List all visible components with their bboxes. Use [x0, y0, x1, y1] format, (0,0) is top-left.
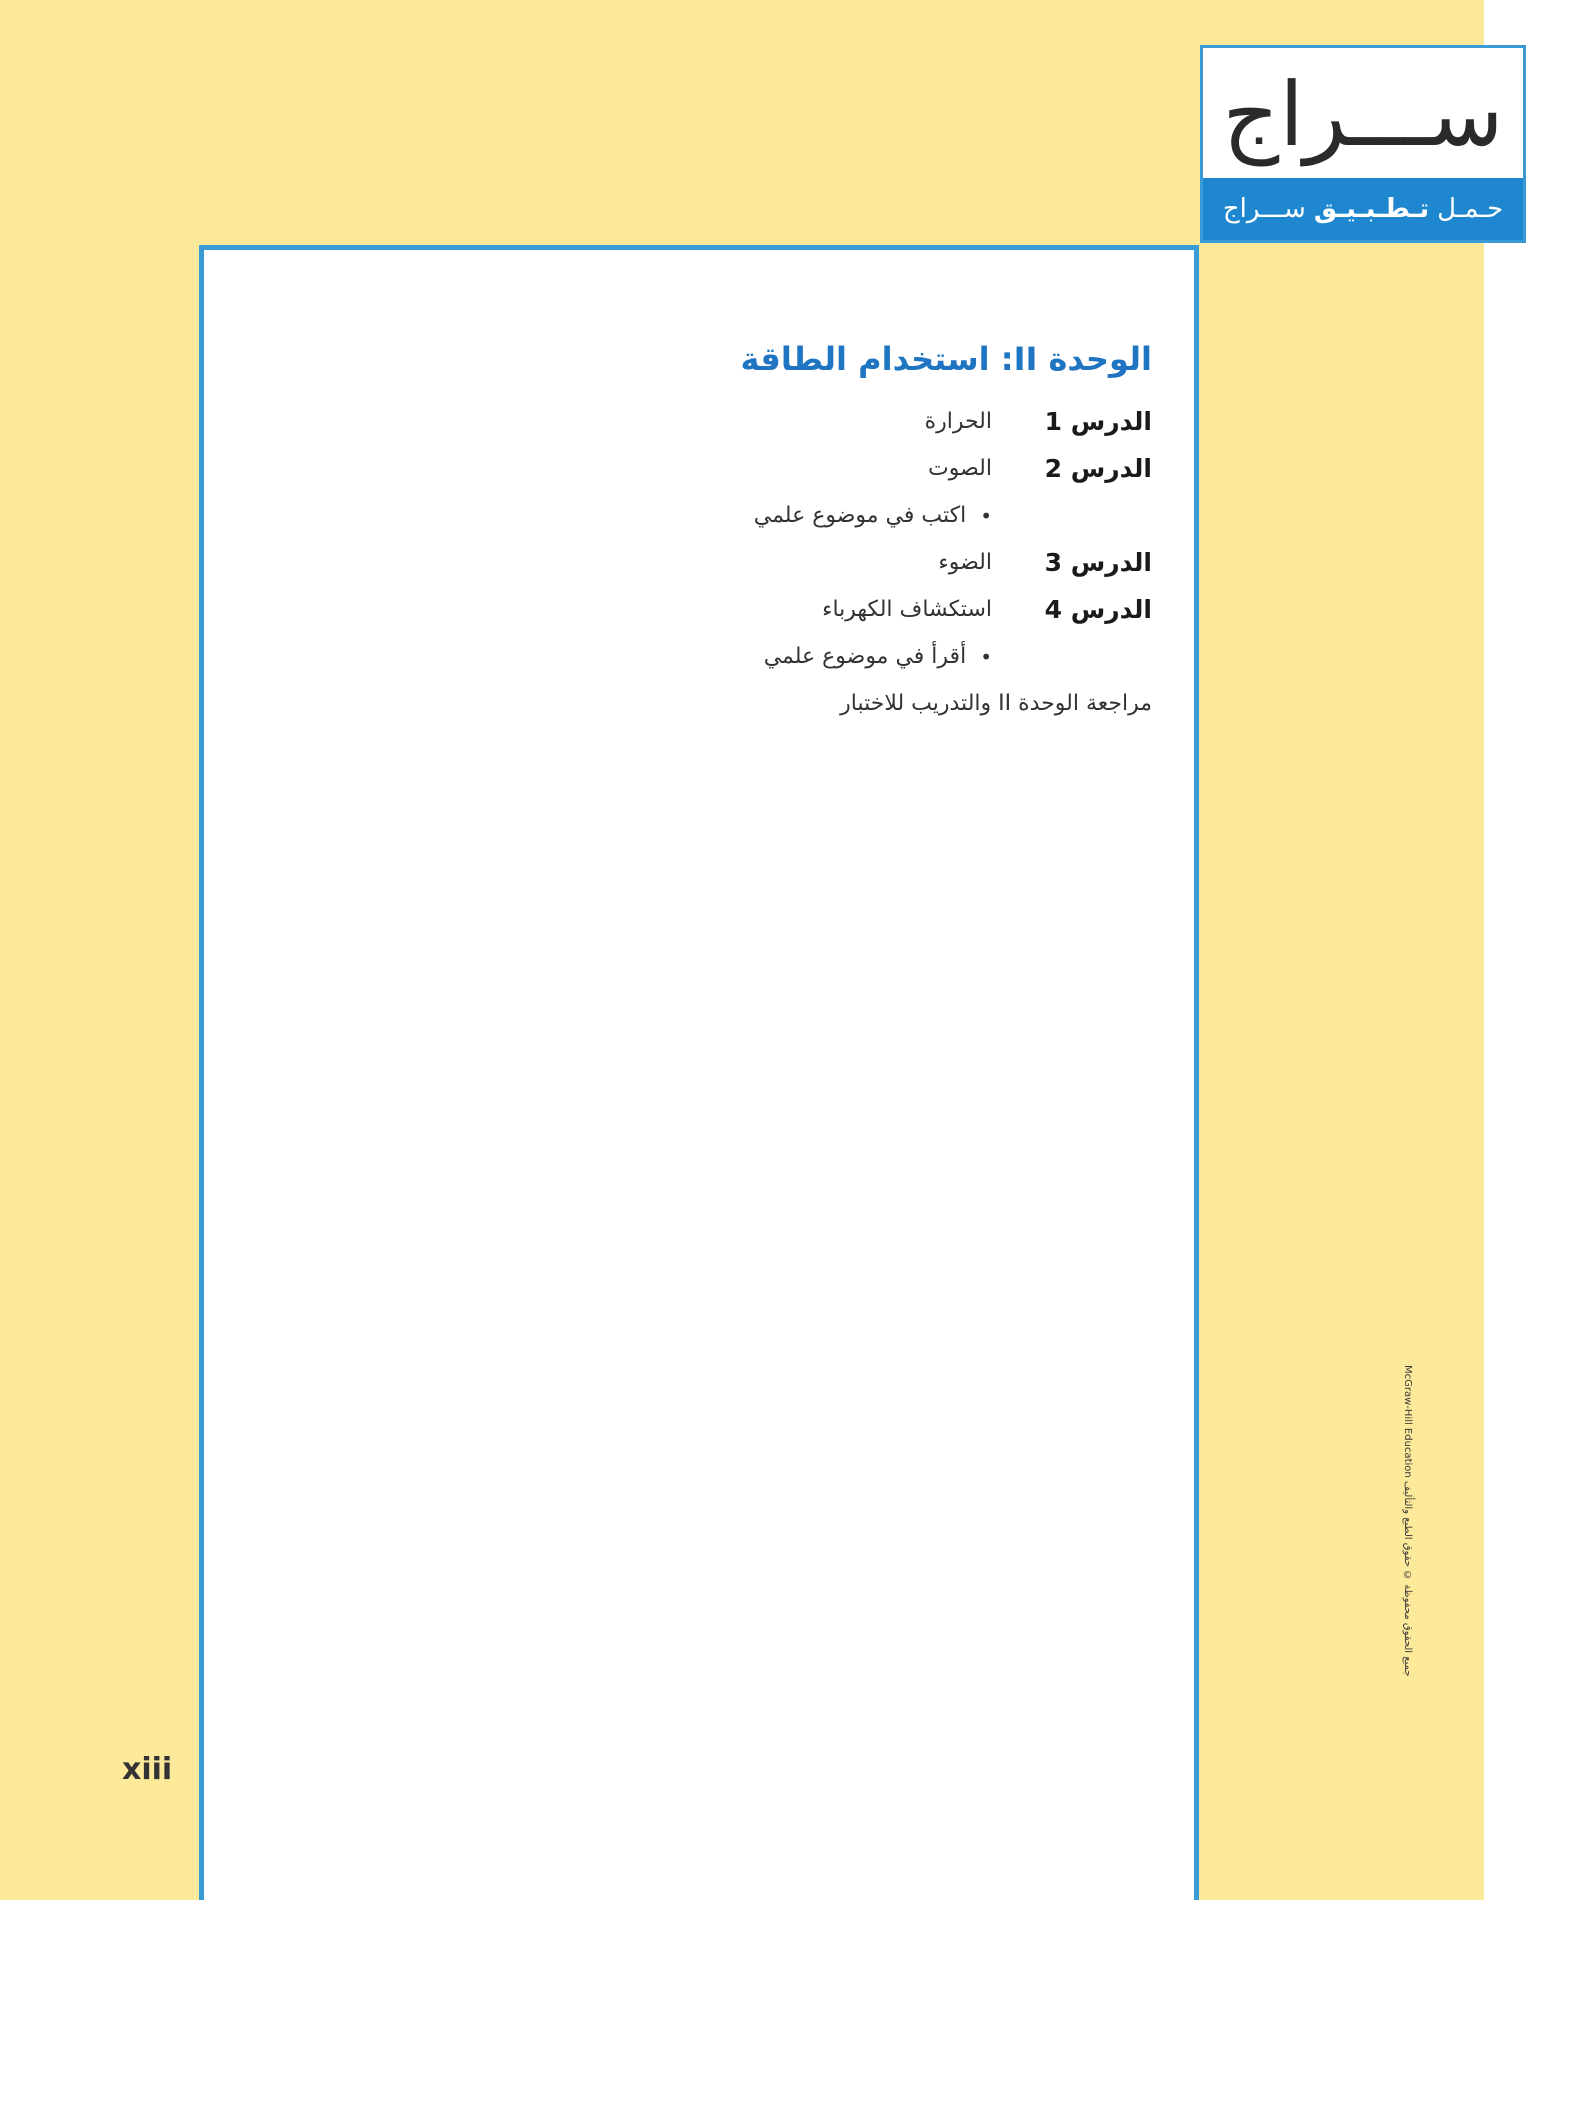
siraj-logo[interactable]	[1200, 45, 1526, 243]
lesson-topic: استكشاف الكهرباء	[822, 597, 992, 622]
lesson-topic: الضوء	[938, 550, 992, 575]
bullet-text: اكتب في موضوع علمي	[753, 503, 967, 528]
lesson-label: الدرس 4	[1044, 595, 1152, 624]
unit-title[interactable]: الوحدة II: استخدام الطاقة	[740, 340, 1152, 378]
lesson-topic: الصوت	[928, 456, 992, 481]
unit-review-text: مراجعة الوحدة II والتدريب للاختبار	[840, 691, 1152, 716]
copyright-notice: McGraw-Hill Education جميع الحقوق محفوظة © حقوق الطبع والتأليف	[1402, 1365, 1413, 1677]
lesson-topic: الحرارة	[924, 409, 992, 434]
page-number: xiii	[122, 1752, 173, 1787]
bullet-icon: •	[980, 644, 992, 669]
unit-review-row[interactable]	[512, 680, 1152, 727]
lesson-row-4[interactable]	[512, 586, 1152, 633]
banner-text-carry: حـمـل	[1437, 194, 1504, 224]
bullet-item-read[interactable]	[512, 633, 1152, 680]
bullet-item-write[interactable]	[512, 492, 1152, 539]
lesson-row-1[interactable]	[512, 398, 1152, 445]
logo-wordmark-area	[1203, 48, 1523, 181]
banner-text-siraj: ســـراج	[1222, 194, 1306, 224]
lesson-row-3[interactable]	[512, 539, 1152, 586]
lesson-label: الدرس 1	[1044, 407, 1152, 436]
bullet-text: أقرأ في موضوع علمي	[763, 644, 967, 669]
lesson-row-2[interactable]	[512, 445, 1152, 492]
lesson-label: الدرس 3	[1044, 548, 1152, 577]
lesson-label: الدرس 2	[1044, 454, 1152, 483]
banner-text-app: تـطـبـيـق	[1313, 194, 1430, 224]
bullet-icon: •	[980, 503, 992, 528]
download-app-banner[interactable]	[1203, 178, 1523, 240]
logo-wordmark: ســـراج	[1222, 62, 1504, 166]
table-of-contents	[512, 340, 1152, 727]
